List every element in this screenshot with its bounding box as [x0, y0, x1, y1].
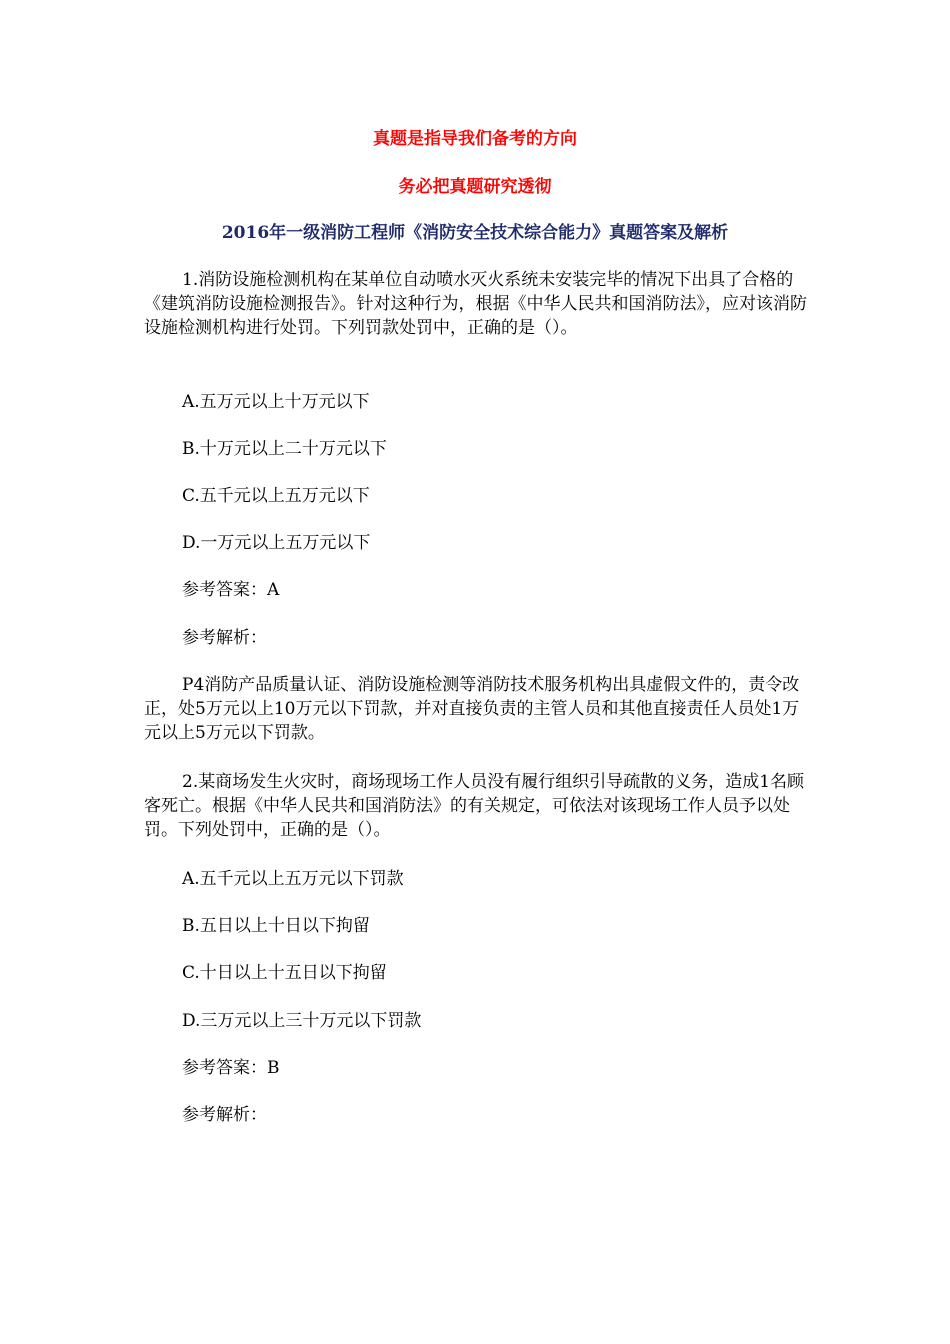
question-2-option-b: B.五日以上十日以下拘留	[182, 916, 370, 936]
question-1-analysis: P4消防产品质量认证、消防设施检测等消防技术服务机构出具虚假文件的，责令改正，处5万元以上10万元以下罚款，并对直接负责的主管人员和其他直接责任人员处1万元以上5万元以下罚款。	[144, 675, 800, 743]
header-slogan-1: 真题是指导我们备考的方向	[373, 129, 577, 149]
question-2-option-a: A.五千元以上五万元以下罚款	[182, 869, 404, 889]
question-1-option-c: C.五千元以上五万元以下	[182, 486, 370, 506]
question-2-analysis-label: 参考解析：	[182, 1105, 267, 1125]
question-2-option-c: C.十日以上十五日以下拘留	[182, 963, 387, 983]
header-slogan-2: 务必把真题研究透彻	[398, 177, 552, 197]
question-1-option-a: A.五万元以上十万元以下	[182, 392, 370, 412]
question-1-answer: 参考答案：A	[182, 580, 280, 600]
question-1-stem: 1.消防设施检测机构在某单位自动喷水灭火系统未安装完毕的情况下出具了合格的《建筑消防设施检测报告》。针对这种行为，根据《中华人民共和国消防法》，应对该消防设施检测机构进行处罚。下列罚款处罚中，正确的是（）。	[144, 270, 807, 338]
question-2-option-d: D.三万元以上三十万元以下罚款	[182, 1011, 422, 1031]
question-2-stem: 2.某商场发生火灾时，商场现场工作人员没有履行组织引导疏散的义务，造成1名顾客死亡。根据《中华人民共和国消防法》的有关规定，可依法对该现场工作人员予以处罚。下列处罚中，正确的是（）。	[144, 772, 805, 840]
question-1-option-d: D.一万元以上五万元以下	[182, 533, 371, 553]
question-1-option-b: B.十万元以上二十万元以下	[182, 439, 387, 459]
question-2-answer: 参考答案：B	[182, 1058, 280, 1078]
question-1-analysis-label: 参考解析：	[182, 628, 267, 648]
document-title: 2016年一级消防工程师《消防安全技术综合能力》真题答案及解析	[221, 223, 729, 243]
